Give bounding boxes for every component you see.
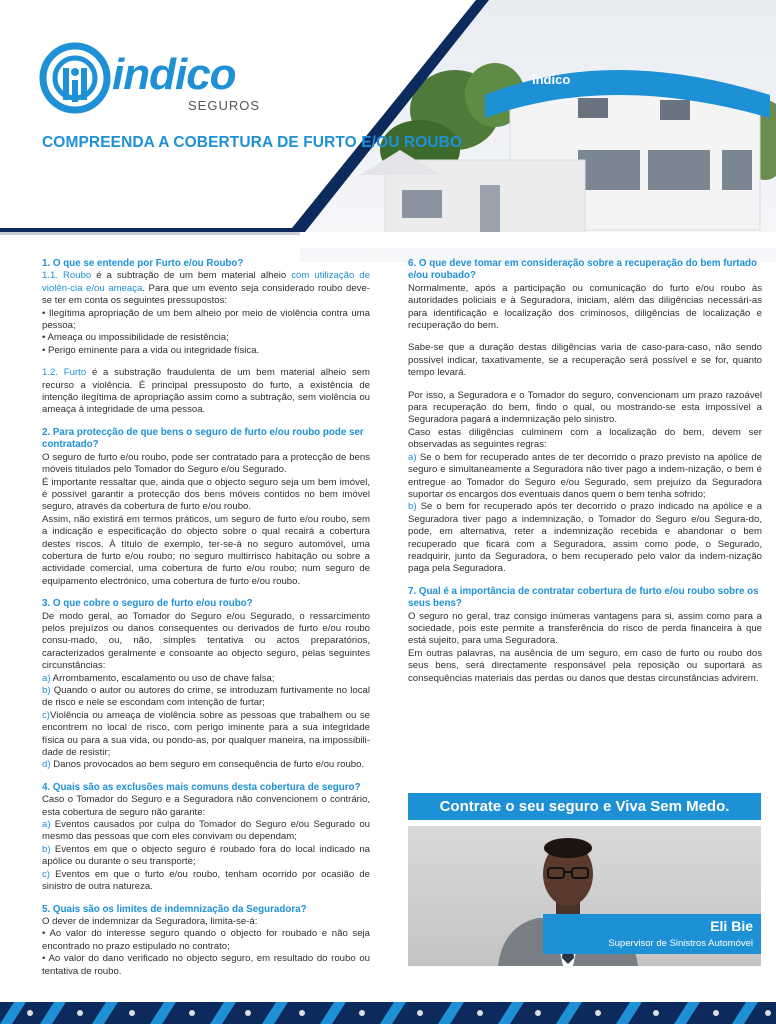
paragraph: Em outras palavras, na ausência de um seguro, em caso de furto ou roubo dos seus bens, será directamente responsável pela reposição ou suportará as consequências materiais das perdas ou danos que destas circunstâncias advirem. (408, 647, 762, 684)
list-item (408, 452, 762, 502)
text: Eventos causados por culpa do Tomador do Seguro e/ou Segurado ou mesmo das pessoas que com eles convivam ou dependam; (42, 819, 370, 843)
paragraph: Normalmente, após a participação ou comunicação do furto e/ou roubo às autoridades policiais e à Seguradora, iniciam, além das diligências necessári-as para identificação e localização dos criminosos, diligências de localização e recuperação do bem. (408, 282, 762, 332)
bullet: • Ao valor do dano verificado no objecto seguro, em resultado do roubo ou tentativa de roubo. (42, 953, 370, 977)
paragraph: Caso estas diligências culminem com a localização do bem, devem ser observadas as seguintes regras: (408, 426, 762, 451)
list-item (42, 869, 370, 894)
logo-subtitle: SEGUROS (188, 98, 261, 113)
logo-wordmark: indico (112, 50, 236, 99)
text: Eventos em que o objecto seguro é roubado fora do local indicado na apólice ou durante o seu transporte; (42, 843, 370, 868)
list-marker: b) (42, 685, 51, 696)
bullet: • Perigo eminente para a vida ou integridade física. (42, 344, 260, 356)
text: Se o bem for recuperado após ter decorrido o prazo indicado na apólice e a Seguradora tiver pago a indemnização, o Tomador do Seguro e/ou Segura-do, pode, em alternativa, reter a indemnização recebida e abandonar o bem recuperado que ficará com a Seguradora, assim como pode, o Segurado, readquirir, junto da Seguradora, o bem recuperado pelo valor da indem-nização paga pela Seguradora. (408, 501, 762, 575)
list-marker: c) (42, 709, 50, 721)
paragraph: Por isso, a Seguradora e o Tomador do seguro, convencionam um prazo razoável para recuperação do bem, findo o qual, ou mostrando-se esta impossível a Seguradora pagará a indemnização pelo sinistro. (408, 389, 762, 426)
list-marker: b) (42, 843, 51, 855)
paragraph: Caso o Tomador do Seguro e a Seguradora não convencionem o contrário, esta cobertura de seguro não garante: (42, 794, 370, 818)
text: Quando o autor ou autores do crime, se introduzam furtivamente no local de risco e nele se escondam com intenção de furtar; (42, 685, 370, 709)
cta-banner: Contrate o seu seguro e Viva Sem Medo. (408, 793, 761, 820)
decorative-pattern (0, 232, 776, 248)
bullet: • Ilegítima apropriação de um bem alheio por meio de violência contra uma pessoa; (42, 307, 370, 332)
building-sign: indico (532, 72, 571, 87)
paragraph: Assim, não existirá em termos práticos, um seguro de furto e/ou roubo, sem a indicação e especificação do objecto sobre o qual recairá a cobertura destes riscos. À título de exemplo, ter-se-á no seguro automóvel, uma cobertura de furto e/ou roubo; no seguro multirrisco habitação ou sobre a actividade comercial, uma cobertura de furto e/ou roubo; num seguro de equipamento electrónico, uma cobertura de furto e/ou roubo. (42, 513, 370, 587)
section-heading: 2. Para protecção de que bens o seguro de furto e/ou roubo pode ser contratado? (42, 426, 364, 451)
list-item (408, 501, 762, 575)
section-heading: 4. Quais são as exclusões mais comuns desta cobertura de seguro? (42, 781, 361, 793)
left-column (42, 258, 370, 978)
section-heading: 3. O que cobre o seguro de furto e/ou roubo? (42, 598, 253, 610)
footer-pattern (0, 1002, 776, 1024)
text: . Para que um evento seja considerado roubo deve-se ter em conta os seguintes pressupostos: (42, 282, 370, 307)
list-item (42, 673, 370, 685)
section-heading: 1. O que se entende por Furto e/ou Roubo? (42, 258, 244, 269)
paragraph: O dever de indemnizar da Seguradora, limita-se-á: (42, 915, 258, 927)
paragraph: É importante ressaltar que, ainda que o objecto seguro seja um bem imóvel, é possível garantir a protecção dos bens móveis contidos no bem imóvel seguro, através da cobertura de furto e/ou roubo. (42, 476, 370, 513)
person-caption (543, 914, 761, 954)
text: é a subtração de um bem material alheio (91, 270, 292, 282)
paragraph (42, 367, 370, 417)
term: 1.2. Furto (42, 367, 87, 379)
person-role: Supervisor de Sinistros Automóvel (608, 938, 753, 949)
list-item (42, 685, 370, 710)
text: Se o bem for recuperado antes de ter decorrido o prazo previsto na apólice de seguro e simultaneamente a Seguradora não tiver pago a indem-nização, o bem é entregue ao Tomador do Seguro e/ou Segurado, sem prejuízo da Seguradora suportar os encargos dos eventuais danos quem o bem tenha sofrido; (408, 451, 762, 500)
page-title: COMPREENDA A COBERTURA DE FURTO E/OU ROUBO (42, 134, 463, 151)
list-item (42, 844, 370, 869)
text: Violência ou ameaça de violência sobre as pessoas que trabalhem ou se encontrem no local de risco, com perigo iminente para a sua integridade física ou para a sua vida, ou pondo-as, por qualquer maneira, na impossibili-dade de resistir; (42, 709, 370, 759)
bullet: • Ameaça ou impossibilidade de resistência; (42, 332, 229, 344)
list-item (42, 759, 370, 771)
right-column (408, 258, 762, 685)
paragraph: O seguro no geral, traz consigo inúmeras vantagens para si, assim como para a sociedade, pois este permite a transferência do risco de perda financeira à que está sujeito, para uma Seguradora. (408, 610, 762, 647)
section-heading: 7. Qual é a importância de contratar cobertura de furto e/ou roubo sobre os seus bens? (408, 585, 759, 610)
header-banner (0, 0, 776, 262)
paragraph: O seguro de furto e/ou roubo, pode ser contratado para a protecção de bens móveis titulados pelo Tomador do Seguro e/ou Segurado. (42, 451, 370, 476)
list-marker: c) (42, 868, 50, 880)
term: 1.1. Roubo (42, 270, 92, 282)
paragraph (42, 270, 370, 307)
list-item (42, 710, 370, 760)
list-item (42, 819, 370, 844)
list-marker: a) (408, 451, 417, 463)
bullet: • Ao valor do interesse seguro quando o objecto for roubado e não seja encontrado no prazo estipulado no contrato; (42, 928, 370, 952)
text: Arrombamento, escalamento ou uso de chave falsa; (50, 672, 275, 684)
text: Danos provocados ao bem seguro em consequência de furto e/ou roubo. (50, 759, 365, 771)
section-heading: 5. Quais são os limites de indemnização da Seguradora? (42, 903, 307, 915)
section-heading: 6. O que deve tomar em consideração sobre a recuperação do bem furtado e/ou roubado? (408, 258, 757, 282)
paragraph: Sabe-se que a duração destas diligências varia de caso-para-caso, não sendo possível indicar, taxativamente, se a recuperação será possível e se for, quanto tempo levará. (408, 342, 762, 379)
paragraph: De modo geral, ao Tomador do Seguro e/ou Segurado, o ressarcimento pelos prejuízos ou danos consequentes ou derivados de furto e/ou roubo consu-mado, ou, não, simples tentativa ou actos preparatórios, caracterizados geralmente e consoante ao objecto seguro, pelas seguintes circunstâncias: (42, 610, 370, 672)
list-marker: d) (42, 759, 51, 771)
text: é a substração fraudulenta de um bem material alheio sem recurso a violência. É principal pressuposto do furto, a existência de intenção ilegítima de apropriação assim como a subtração, sem violência ou ameaça à integridade de uma pessoa. (42, 367, 370, 416)
list-marker: b) (408, 501, 417, 513)
text: Eventos em que o furto e/ou roubo, tenham ocorrido por ocasião de sinistro de outra natureza. (42, 868, 370, 893)
list-marker: a) (42, 672, 51, 684)
list-marker: a) (42, 819, 51, 831)
term: com utilização de violên-cia e/ou ameaça (42, 270, 370, 294)
person-name: Eli Bie (710, 918, 753, 934)
